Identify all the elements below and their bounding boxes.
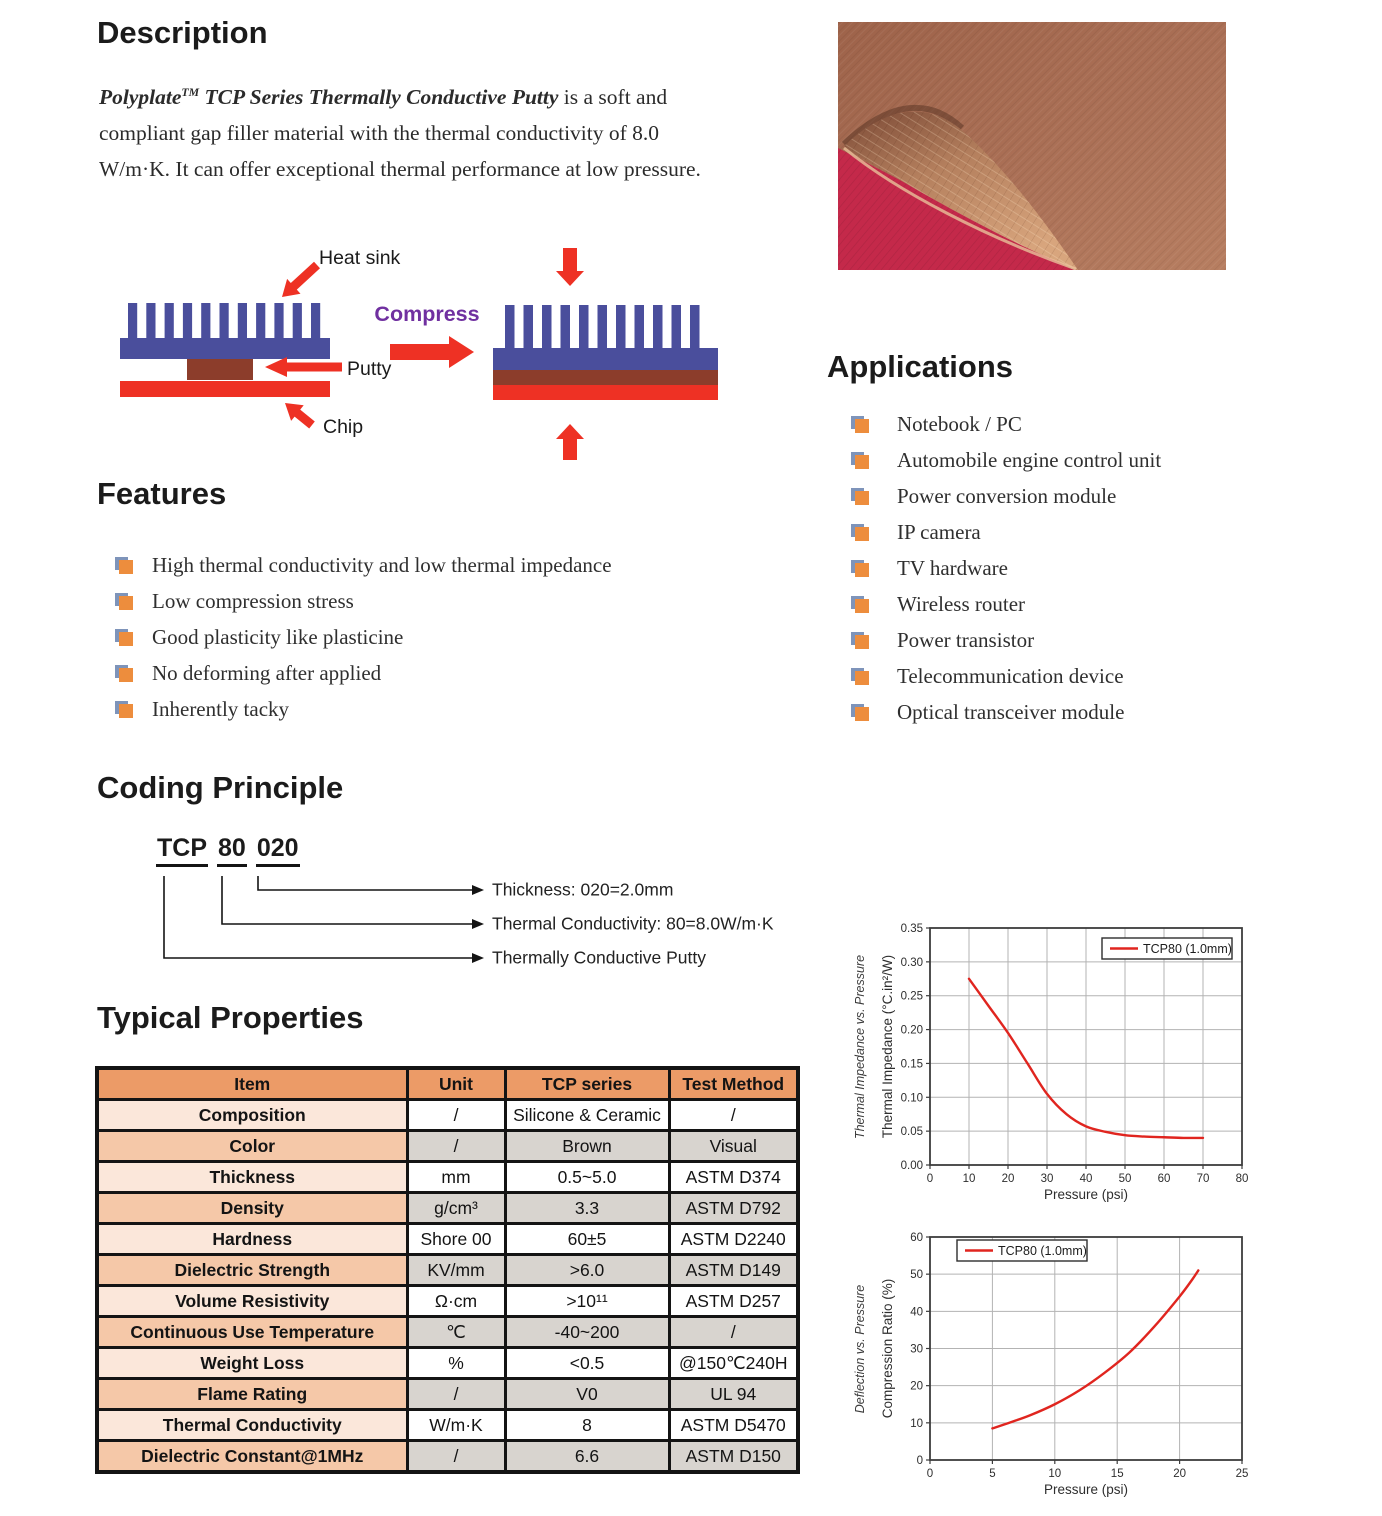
application-label: Optical transceiver module [897,699,1125,724]
value-cell: / [407,1441,505,1473]
value-cell: ASTM D149 [669,1255,798,1286]
feature-list-item [115,583,612,619]
coding-callout-lines [140,834,830,984]
compress-label: Compress [374,302,480,326]
table-row [97,1224,798,1255]
putty-layer-compressed [493,370,718,385]
svg-text:0: 0 [926,1468,934,1480]
table-row [97,1286,798,1317]
svg-text:10: 10 [1048,1468,1062,1480]
conductivity-callout: Thermal Conductivity: 80=8.0W/m·K [492,913,774,934]
heat-sink-label: Heat sink [319,247,401,269]
value-cell: g/cm³ [407,1193,505,1224]
value-cell: / [407,1131,505,1162]
deflection-chart [848,1226,1382,1516]
coding-heading: Coding Principle [97,770,344,805]
chip-bar [120,381,330,397]
table-row [97,1317,798,1348]
application-list-item [851,550,1161,586]
square-bullet-icon [115,593,133,610]
svg-text:0: 0 [926,1173,934,1185]
application-list-item [851,478,1161,514]
item-cell: Weight Loss [97,1348,407,1379]
svg-text:50: 50 [1118,1173,1132,1185]
value-cell: ℃ [407,1317,505,1348]
svg-text:40: 40 [1079,1173,1093,1185]
product-name: Polyplate [99,85,182,110]
item-cell: Flame Rating [97,1379,407,1410]
application-list-item [851,442,1161,478]
table-row [97,1100,798,1131]
value-cell: 60±5 [505,1224,669,1255]
square-bullet-icon [851,596,869,613]
product-photo [838,22,1226,270]
feature-list-item [115,547,612,583]
svg-text:20: 20 [910,1380,923,1393]
value-cell: ASTM D792 [669,1193,798,1224]
item-cell: Hardness [97,1224,407,1255]
item-cell: Dielectric Strength [97,1255,407,1286]
svg-text:30: 30 [1040,1173,1054,1185]
application-list-item [851,406,1161,442]
table-row [97,1348,798,1379]
deflection-plot [874,1226,1382,1516]
value-cell: ASTM D257 [669,1286,798,1317]
value-cell: >6.0 [505,1255,669,1286]
value-cell: % [407,1348,505,1379]
column-header: TCP series [505,1068,669,1100]
putty-callout: Thermally Conductive Putty [492,947,706,968]
item-cell: Volume Resistivity [97,1286,407,1317]
item-cell: Composition [97,1100,407,1131]
table-row [97,1193,798,1224]
thermal-impedance-chart [848,898,1382,1216]
svg-text:60: 60 [1157,1173,1171,1185]
svg-text:25: 25 [1235,1468,1249,1480]
feature-list-item [115,691,612,727]
item-cell: Color [97,1131,407,1162]
feature-label: Inherently tacky [152,696,290,721]
feature-label: Good plasticity like plasticine [152,624,404,649]
feature-list-item [115,655,612,691]
value-cell: 0.5~5.0 [505,1162,669,1193]
svg-text:60: 60 [910,1232,923,1244]
coding-principle-block [140,834,830,984]
application-list-item [851,622,1161,658]
value-cell: Silicone & Ceramic [505,1100,669,1131]
value-cell: V0 [505,1379,669,1410]
value-cell: ASTM D2240 [669,1224,798,1255]
value-cell: UL 94 [669,1379,798,1410]
application-label: TV hardware [897,555,1008,580]
value-cell: / [669,1317,798,1348]
square-bullet-icon [851,668,869,685]
square-bullet-icon [851,560,869,577]
svg-text:Pressure (psi): Pressure (psi) [1043,1482,1129,1497]
svg-text:0.30: 0.30 [900,956,923,969]
application-label: Power conversion module [897,483,1117,508]
svg-text:0.35: 0.35 [900,923,923,935]
value-cell: Visual [669,1131,798,1162]
item-cell: Dielectric Constant@1MHz [97,1441,407,1473]
svg-text:TCP80 (1.0mm): TCP80 (1.0mm) [1143,942,1232,956]
svg-text:0.00: 0.00 [900,1160,923,1172]
application-list-item [851,586,1161,622]
item-cell: Thermal Conductivity [97,1410,407,1441]
svg-text:0.25: 0.25 [900,990,923,1003]
application-label: Automobile engine control unit [897,447,1162,472]
putty-block [187,359,253,380]
svg-text:30: 30 [910,1343,923,1356]
svg-text:20: 20 [1001,1173,1015,1185]
product-series: TCP Series Thermally Conductive Putty [199,85,559,110]
value-cell: 3.3 [505,1193,669,1224]
value-cell: @150℃240H [669,1348,798,1379]
application-list-item [851,694,1161,730]
square-bullet-icon [851,416,869,433]
svg-text:Thermal Impedance (°C.in²/W): Thermal Impedance (°C.in²/W) [880,954,895,1139]
svg-text:0.20: 0.20 [900,1024,923,1037]
feature-label: No deforming after applied [152,660,382,685]
value-cell: -40~200 [505,1317,669,1348]
compress-arrow-icon [390,336,474,368]
svg-text:15: 15 [1110,1468,1124,1480]
value-cell: Ω·cm [407,1286,505,1317]
application-list-item [851,658,1161,694]
application-label: Wireless router [897,591,1026,616]
value-cell: ASTM D374 [669,1162,798,1193]
value-cell: / [407,1379,505,1410]
table-row [97,1410,798,1441]
properties-table-body [97,1100,798,1473]
code-part-80: 80 [217,834,247,867]
svg-text:80: 80 [1235,1173,1249,1185]
value-cell: / [407,1100,505,1131]
description-paragraph [99,74,727,187]
value-cell: ASTM D5470 [669,1410,798,1441]
value-cell: KV/mm [407,1255,505,1286]
item-cell: Continuous Use Temperature [97,1317,407,1348]
chip-arrow-icon [285,403,315,429]
compression-diagram [95,240,760,470]
value-cell: W/m·K [407,1410,505,1441]
heatsink-fins-left [128,303,320,339]
value-cell: mm [407,1162,505,1193]
thermal-impedance-plot [874,898,1382,1216]
application-label: Telecommunication device [897,663,1124,688]
value-cell: 6.6 [505,1441,669,1473]
heatsink-base-left [120,338,330,359]
feature-label: Low compression stress [152,588,354,613]
application-list-item [851,514,1161,550]
features-list [115,547,612,727]
svg-text:50: 50 [910,1269,923,1282]
svg-text:10: 10 [910,1417,923,1430]
description-heading: Description [97,15,268,50]
code-part-tcp: TCP [156,834,208,867]
applications-list [851,406,1161,730]
putty-arrow-icon [265,357,342,377]
application-label: Power transistor [897,627,1035,652]
application-label: IP camera [897,519,981,544]
square-bullet-icon [115,701,133,718]
applications-heading: Applications [827,349,1014,384]
svg-text:70: 70 [1196,1173,1210,1185]
feature-list-item [115,619,612,655]
press-up-arrow-icon [556,424,584,460]
square-bullet-icon [851,704,869,721]
thickness-callout: Thickness: 020=2.0mm [492,879,674,900]
chip-label: Chip [323,416,364,438]
square-bullet-icon [851,632,869,649]
value-cell: Brown [505,1131,669,1162]
item-cell: Density [97,1193,407,1224]
heatsink-base-right [493,348,718,370]
column-header: Test Method [669,1068,798,1100]
press-down-arrow-icon [556,248,584,286]
table-row [97,1131,798,1162]
properties-table-header [97,1068,798,1100]
description-body: is a soft and compliant gap filler material with the thermal conductivity of 8.0 W/m·K. It can offer exceptional thermal performance at low pressure. [99,85,701,182]
square-bullet-icon [851,524,869,541]
svg-text:0.05: 0.05 [900,1126,923,1139]
svg-text:0.15: 0.15 [900,1058,923,1071]
table-row [97,1162,798,1193]
square-bullet-icon [851,488,869,505]
features-heading: Features [97,476,227,511]
properties-table [95,1066,800,1474]
chip-layer-compressed [493,385,718,400]
svg-text:0: 0 [916,1455,923,1467]
value-cell: 8 [505,1410,669,1441]
square-bullet-icon [115,665,133,682]
value-cell: >10¹¹ [505,1286,669,1317]
svg-text:Compression Ratio (%): Compression Ratio (%) [880,1278,895,1419]
svg-text:TCP80 (1.0mm): TCP80 (1.0mm) [998,1244,1087,1258]
table-row [97,1441,798,1473]
svg-text:Pressure (psi): Pressure (psi) [1043,1187,1129,1202]
properties-heading: Typical Properties [97,1000,364,1035]
value-cell: / [669,1100,798,1131]
square-bullet-icon [115,557,133,574]
square-bullet-icon [115,629,133,646]
putty-label: Putty [347,358,392,380]
table-row [97,1379,798,1410]
code-part-020: 020 [256,834,300,867]
svg-text:5: 5 [989,1468,996,1480]
heatsink-fins-right [505,305,700,348]
svg-text:0.10: 0.10 [900,1092,923,1105]
item-cell: Thickness [97,1162,407,1193]
svg-text:10: 10 [962,1173,976,1185]
application-label: Notebook / PC [897,411,1022,436]
column-header: Unit [407,1068,505,1100]
svg-text:20: 20 [1173,1468,1186,1480]
feature-label: High thermal conductivity and low thermal impedance [152,552,612,577]
chart-outer-label: Deflection vs. Pressure [853,1284,867,1413]
square-bullet-icon [851,452,869,469]
svg-text:40: 40 [910,1306,923,1319]
table-row [97,1255,798,1286]
chart-outer-label: Thermal Impedance vs. Pressure [853,954,867,1139]
value-cell: Shore 00 [407,1224,505,1255]
value-cell: <0.5 [505,1348,669,1379]
value-cell: ASTM D150 [669,1441,798,1473]
trademark-sup: TM [181,85,200,99]
heat-sink-arrow-icon [282,262,320,297]
column-header: Item [97,1068,407,1100]
